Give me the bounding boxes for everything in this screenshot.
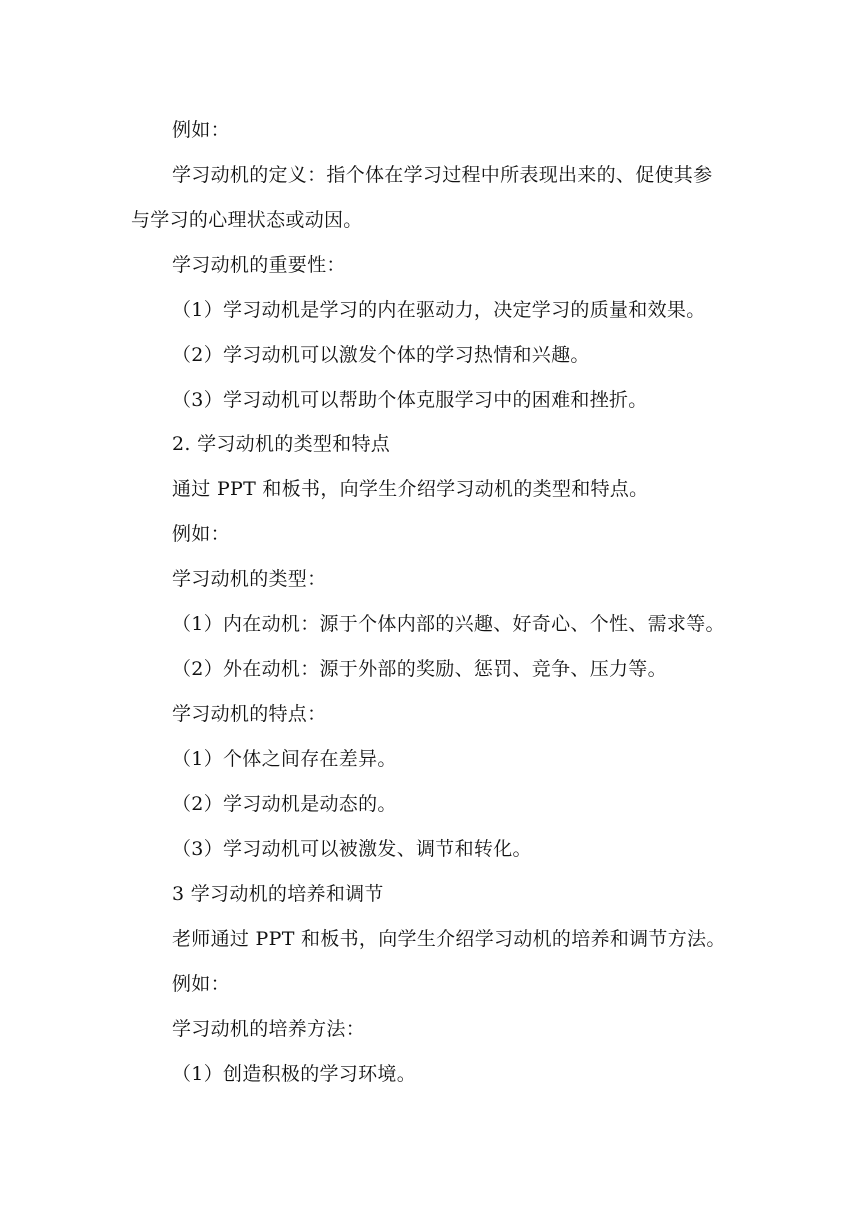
text-line: （1）创造积极的学习环境。 [172,1063,416,1085]
text-line: 例如： [172,973,230,995]
text-line: （3）学习动机可以帮助个体克服学习中的困难和挫折。 [172,389,648,411]
text-line: （2）外在动机：源于外部的奖励、惩罚、竞争、压力等。 [172,658,667,680]
text-line: 学习动机的重要性： [172,254,346,276]
section-heading: 3 学习动机的培养和调节 [172,883,384,905]
text-line: 学习动机的定义：指个体在学习过程中所表现出来的、促使其参 [172,164,713,186]
text-line: （3）学习动机可以被激发、调节和转化。 [172,838,532,860]
text-line: 例如： [172,523,230,545]
text-line: （1）个体之间存在差异。 [172,748,397,770]
text-line: 学习动机的类型： [172,568,327,590]
text-line: 通过 PPT 和板书，向学生介绍学习动机的类型和特点。 [172,478,649,500]
text-line: （1）学习动机是学习的内在驱动力，决定学习的质量和效果。 [172,299,706,321]
text-line: （1）内在动机：源于个体内部的兴趣、好奇心、个性、需求等。 [172,613,725,635]
section-heading: 2. 学习动机的类型和特点 [172,433,391,455]
text-line: 学习动机的特点： [172,703,327,725]
text-line: 例如： [172,119,230,141]
text-line: （2）学习动机是动态的。 [172,793,397,815]
text-line: 学习动机的培养方法： [172,1018,366,1040]
text-line: （2）学习动机可以激发个体的学习热情和兴趣。 [172,344,590,366]
text-line: 与学习的心理状态或动因。 [131,209,363,231]
text-line: 老师通过 PPT 和板书，向学生介绍学习动机的培养和调节方法。 [172,928,726,950]
